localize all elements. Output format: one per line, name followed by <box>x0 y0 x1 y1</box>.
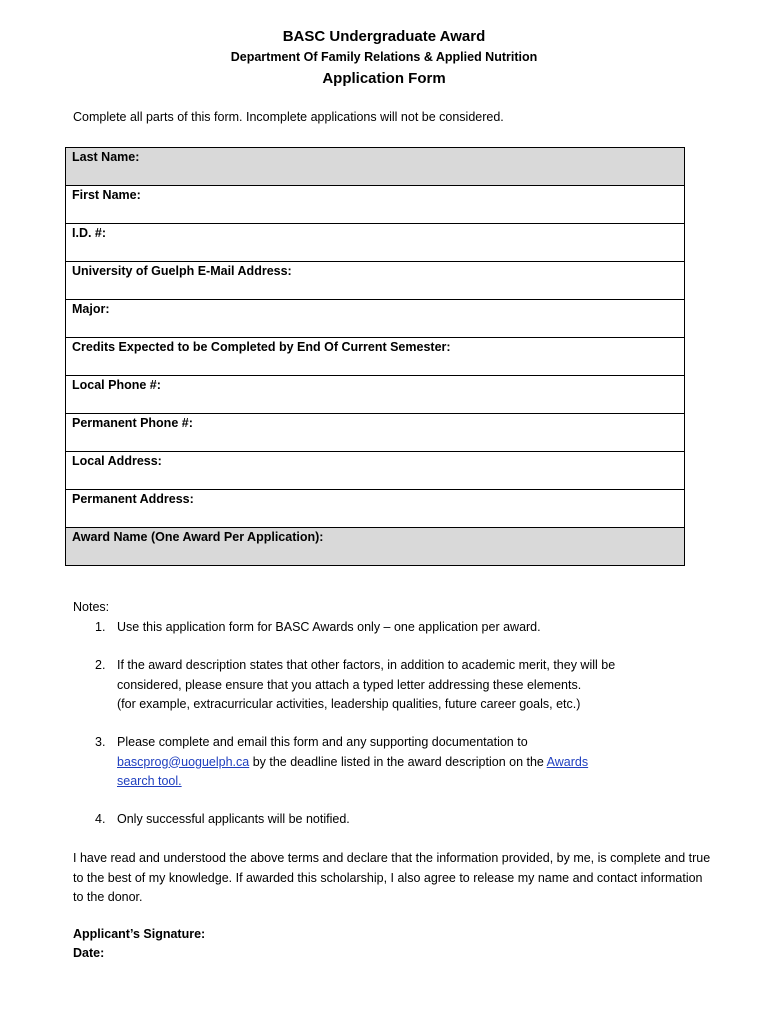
note-text: Only successful applicants will be notified. <box>117 812 350 826</box>
notes-heading: Notes: <box>73 600 110 614</box>
note-number: 4. <box>95 812 106 826</box>
search-tool-link[interactable]: search tool. <box>117 774 182 788</box>
note-number: 2. <box>95 658 106 672</box>
note-item <box>95 733 695 792</box>
note-item <box>95 618 695 638</box>
date-label: Date: <box>73 946 105 960</box>
note-text-part: by the deadline listed in the award description on the <box>249 754 547 769</box>
form-header-title: BASC Undergraduate Award <box>282 28 486 45</box>
note-number: 3. <box>95 735 106 749</box>
department-name: Department Of Family Relations & Applied Nutrition <box>230 50 538 64</box>
note-text-line: If the award description states that other factors, in addition to academic merit, they will be <box>117 658 616 672</box>
note-text <box>117 733 695 792</box>
email-link[interactable]: bascprog@uoguelph.ca <box>117 754 250 769</box>
note-item <box>95 810 695 830</box>
field-label[interactable]: Permanent Phone #: <box>66 414 685 452</box>
field-label[interactable]: Permanent Address: <box>66 490 685 528</box>
field-row-credits <box>66 338 685 376</box>
signature-label: Applicant’s Signature: <box>73 927 206 941</box>
declaration-text: I have read and understood the above terms and declare that the information provided, by me, is complete and true to the best of my knowledge. If awarded this scholarship, I also agree to release my name and contact information to the donor. <box>73 851 711 904</box>
field-row-local-address <box>66 452 685 490</box>
field-label[interactable]: Last Name: <box>66 148 685 186</box>
note-text-line: (for example, extracurricular activities, leadership qualities, future career goals, etc.) <box>117 697 581 711</box>
note-text-line: considered, please ensure that you attach a typed letter addressing these elements. <box>117 677 582 692</box>
field-row-major <box>66 300 685 338</box>
form-title: Application Form <box>322 70 446 87</box>
field-row-award-name <box>66 528 685 566</box>
application-fields-table <box>65 147 685 566</box>
field-label[interactable]: University of Guelph E-Mail Address: <box>66 262 685 300</box>
field-label[interactable]: First Name: <box>66 186 685 224</box>
field-row-last-name <box>66 148 685 186</box>
field-row-local-phone <box>66 376 685 414</box>
field-label[interactable]: Local Phone #: <box>66 376 685 414</box>
note-text: Use this application form for BASC Awards only – one application per award. <box>117 620 541 634</box>
field-label[interactable]: Major: <box>66 300 685 338</box>
field-row-email <box>66 262 685 300</box>
note-text-part: Please complete and email this form and any supporting documentation to <box>117 735 528 749</box>
note-number: 1. <box>95 620 106 634</box>
field-label[interactable]: Credits Expected to be Completed by End Of Current Semester: <box>66 338 685 376</box>
awards-link[interactable]: Awards <box>546 754 589 769</box>
note-item <box>95 656 695 715</box>
field-row-first-name <box>66 186 685 224</box>
field-row-permanent-address <box>66 490 685 528</box>
field-label[interactable]: Local Address: <box>66 452 685 490</box>
field-label[interactable]: Award Name (One Award Per Application): <box>66 528 685 566</box>
field-row-permanent-phone <box>66 414 685 452</box>
intro-text: Complete all parts of this form. Incomplete applications will not be considered. <box>73 110 504 124</box>
field-label[interactable]: I.D. #: <box>66 224 685 262</box>
field-row-id <box>66 224 685 262</box>
